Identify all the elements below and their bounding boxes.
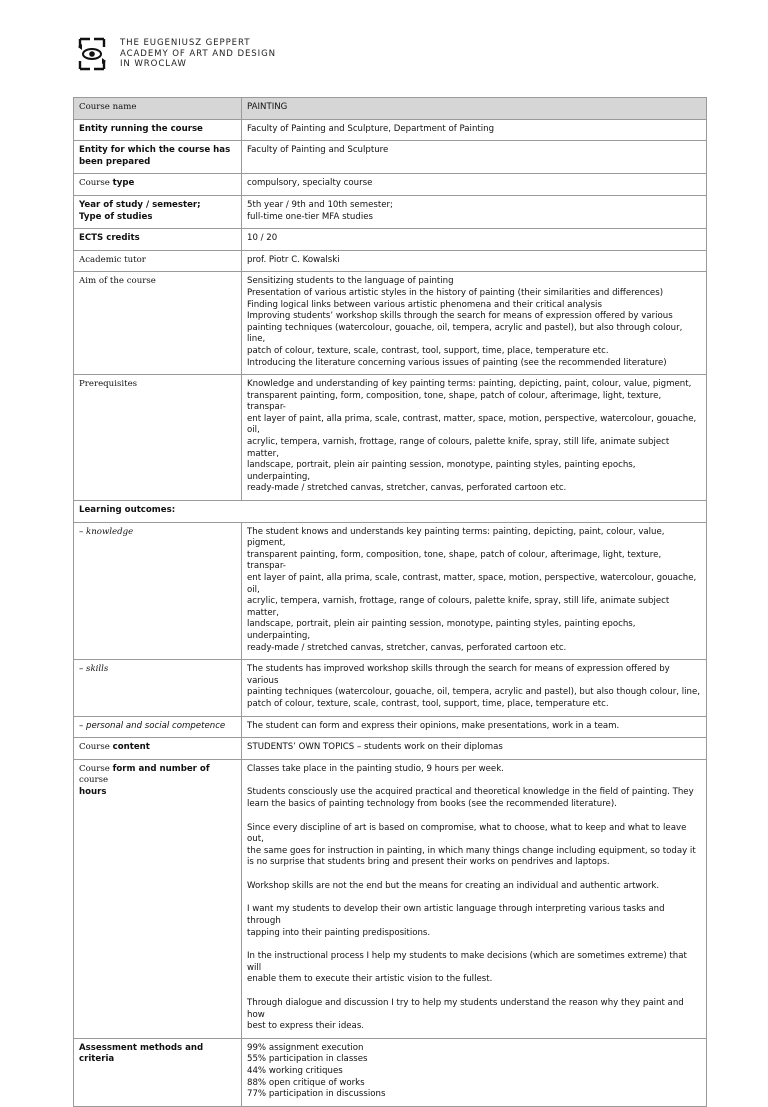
form-line: Since every discipline of art is based on compromise, what to choose, what to keep and what to leave out, — [247, 822, 687, 845]
year-value-line: full-time one-tier MFA studies — [247, 211, 373, 222]
year-label-line: Type of studies — [79, 211, 153, 222]
assessment-line: 77% participation in discussions — [247, 1089, 386, 1100]
form-line: I want my students to develop their own artistic language through interpreting various tasks and through — [247, 904, 665, 927]
tutor-label: Academic tutor — [74, 250, 242, 272]
form-paragraph — [247, 904, 701, 939]
form-paragraph — [247, 881, 701, 893]
prereq-value — [242, 375, 707, 501]
content-label — [74, 738, 242, 760]
form-line: tapping into their painting predispositions. — [247, 927, 431, 938]
logo-line: THE EUGENIUSZ GEPPERT — [120, 38, 251, 49]
assessment-value — [242, 1038, 707, 1106]
assessment-line: 44% working critiques — [247, 1066, 343, 1076]
form-paragraph — [247, 998, 701, 1033]
assessment-line: 99% assignment execution — [247, 1042, 364, 1053]
aim-line: Introducing the literature concerning various issues of painting (see the recommended literature) — [247, 357, 667, 368]
table-row — [74, 660, 707, 716]
academy-logo-icon — [76, 37, 108, 71]
year-value — [242, 195, 707, 228]
form-paragraph — [247, 764, 701, 776]
form-line: Workshop skills are not the end but the means for creating an individual and authentic artwork. — [247, 880, 660, 891]
ects-value: 10 / 20 — [242, 229, 707, 251]
content-value: STUDENTS’ OWN TOPICS – students work on their diplomas — [242, 738, 707, 760]
tutor-value: prof. Piotr C. Kowalski — [242, 250, 707, 272]
form-line: best to express their ideas. — [247, 1021, 365, 1032]
form-line: Through dialogue and discussion I try to help my students understand the reason why they paint and how — [247, 998, 684, 1020]
prereq-line: ready-made / stretched canvas, stretcher, canvas, perforated cartoon etc. — [247, 483, 567, 494]
course-table — [73, 97, 707, 1107]
table-row — [74, 522, 707, 660]
table-row — [74, 229, 707, 251]
prereq-line: transparent painting, form, composition, tone, shape, patch of colour, afterimage, light, texture, transpar- — [247, 390, 662, 413]
form-label-suffix: course — [79, 775, 109, 786]
skills-label: – skills — [74, 660, 242, 716]
learning-outcomes-heading: Learning outcomes: — [74, 501, 242, 523]
personal-value: The student can form and express their opinions, make presentations, work in a team. — [242, 716, 707, 738]
form-line: the same goes for instruction in painting, in which many things change including equipment, so today it — [247, 845, 696, 856]
form-paragraph — [247, 787, 701, 810]
prereq-line: Knowledge and understanding of key painting terms: painting, depicting, paint, colour, value, pigment, — [247, 379, 692, 390]
knowledge-line: acrylic, tempera, varnish, frottage, range of colours, palette knife, spray, still life, animate subject matter, — [247, 596, 670, 618]
table-row — [74, 272, 707, 375]
entity-for-value: Faculty of Painting and Sculpture — [242, 141, 707, 174]
skills-line: painting techniques (watercolour, gouache, oil, tempera, acrylic and pastel), but also though colour, line, — [247, 687, 700, 698]
prereq-label: Prerequisites — [74, 375, 242, 501]
course-type-label-prefix: Course — [79, 178, 113, 189]
assessment-label: Assessment methods and criteria — [74, 1038, 242, 1106]
table-row — [74, 501, 707, 523]
table-row — [74, 141, 707, 174]
aim-line: patch of colour, texture, scale, contrast, tool, support, time, place, temperature etc. — [247, 345, 609, 356]
aim-line: Sensitizing students to the language of painting — [247, 276, 454, 287]
form-value — [242, 759, 707, 1038]
table-row — [74, 759, 707, 1038]
table-row — [74, 738, 707, 760]
form-line: Students consciously use the acquired practical and theoretical knowledge in the field of painting. They — [247, 787, 694, 798]
prereq-line: ent layer of paint, alla prima, scale, contrast, matter, space, motion, perspective, watercolour, gouache, oil, — [247, 413, 697, 436]
knowledge-line: landscape, portrait, plein air painting session, monotype, painting styles, painting epochs, underpainting, — [247, 619, 636, 641]
content-label-bold: content — [112, 742, 150, 753]
year-label-line: Year of study / semester; — [79, 199, 201, 210]
logo-line: ACADEMY OF ART AND DESIGN — [120, 48, 276, 59]
form-label-bold: form and number of — [112, 763, 210, 774]
ects-label: ECTS credits — [74, 229, 242, 251]
skills-line: patch of colour, texture, scale, contrast, tool, support, time, place, temperature etc. — [247, 698, 609, 709]
knowledge-label: – knowledge — [74, 522, 242, 660]
table-row — [74, 250, 707, 272]
entity-running-value: Faculty of Painting and Sculpture, Department of Painting — [242, 119, 707, 141]
table-row — [74, 375, 707, 501]
form-label — [74, 759, 242, 1038]
course-name-label: Course name — [74, 98, 242, 120]
logo-line: IN WROCLAW — [120, 59, 187, 70]
knowledge-value — [242, 522, 707, 660]
course-type-label — [74, 174, 242, 196]
content-label-prefix: Course — [79, 742, 113, 753]
learning-outcomes-empty — [242, 501, 707, 523]
course-name-value: PAINTING — [242, 98, 707, 120]
form-paragraph — [247, 951, 701, 986]
table-row — [74, 1038, 707, 1106]
assessment-line: 55% participation in classes — [247, 1054, 368, 1065]
aim-line: Presentation of various artistic styles in the history of painting (their similarities and differences) — [247, 287, 664, 298]
form-line: is no surprise that students bring and present their works on pendrives and laptops. — [247, 857, 610, 868]
course-type-label-bold: type — [112, 178, 135, 189]
aim-label: Aim of the course — [74, 272, 242, 375]
table-row — [74, 119, 707, 141]
table-row — [74, 716, 707, 738]
knowledge-line: transparent painting, form, composition, tone, shape, patch of colour, afterimage, light, texture, transpar- — [247, 549, 662, 572]
prereq-line: landscape, portrait, plein air painting session, monotype, painting styles, painting epochs, underpainting, — [247, 460, 636, 482]
assessment-line: 88% open critique of works — [247, 1077, 365, 1088]
table-row — [74, 174, 707, 196]
form-line: learn the basics of painting technology from books (see the recommended literature). — [247, 798, 617, 809]
aim-line: Improving students’ workshop skills through the search for means of expression offered by various — [247, 311, 673, 322]
form-line: Classes take place in the painting studio, 9 hours per week. — [247, 763, 504, 774]
year-label — [74, 195, 242, 228]
knowledge-line: The student knows and understands key painting terms: painting, depicting, paint, colour, value, pigment, — [247, 526, 665, 549]
form-paragraph — [247, 823, 701, 869]
personal-label: – personal and social competence — [74, 716, 242, 738]
knowledge-line: ready-made / stretched canvas, stretcher, canvas, perforated cartoon etc. — [247, 642, 567, 653]
aim-line: painting techniques (watercolour, gouache, oil, tempera, acrylic and pastel), but also through colour, line, — [247, 322, 683, 345]
skills-value — [242, 660, 707, 716]
prereq-line: acrylic, tempera, varnish, frottage, range of colours, palette knife, spray, still life, animate subject matter, — [247, 437, 670, 459]
entity-running-label: Entity running the course — [74, 119, 242, 141]
year-value-line: 5th year / 9th and 10th semester; — [247, 199, 393, 210]
entity-for-label: Entity for which the course has been prepared — [74, 141, 242, 174]
academy-logo — [76, 36, 276, 72]
course-type-value: compulsory, specialty course — [242, 174, 707, 196]
aim-value — [242, 272, 707, 375]
form-label-prefix: Course — [79, 763, 113, 774]
table-row — [74, 195, 707, 228]
skills-line: The students has improved workshop skills through the search for means of expression offered by various — [247, 664, 670, 686]
form-line: In the instructional process I help my students to make decisions (which are sometimes extreme) that will — [247, 951, 687, 973]
form-line: enable them to execute their artistic vision to the fullest. — [247, 974, 493, 985]
form-label-hours: hours — [79, 786, 107, 797]
table-row — [74, 98, 707, 120]
knowledge-line: ent layer of paint, alla prima, scale, contrast, matter, space, motion, perspective, watercolour, gouache, oil, — [247, 573, 697, 595]
aim-line: Finding logical links between various artistic phenomena and their critical analysis — [247, 299, 602, 310]
